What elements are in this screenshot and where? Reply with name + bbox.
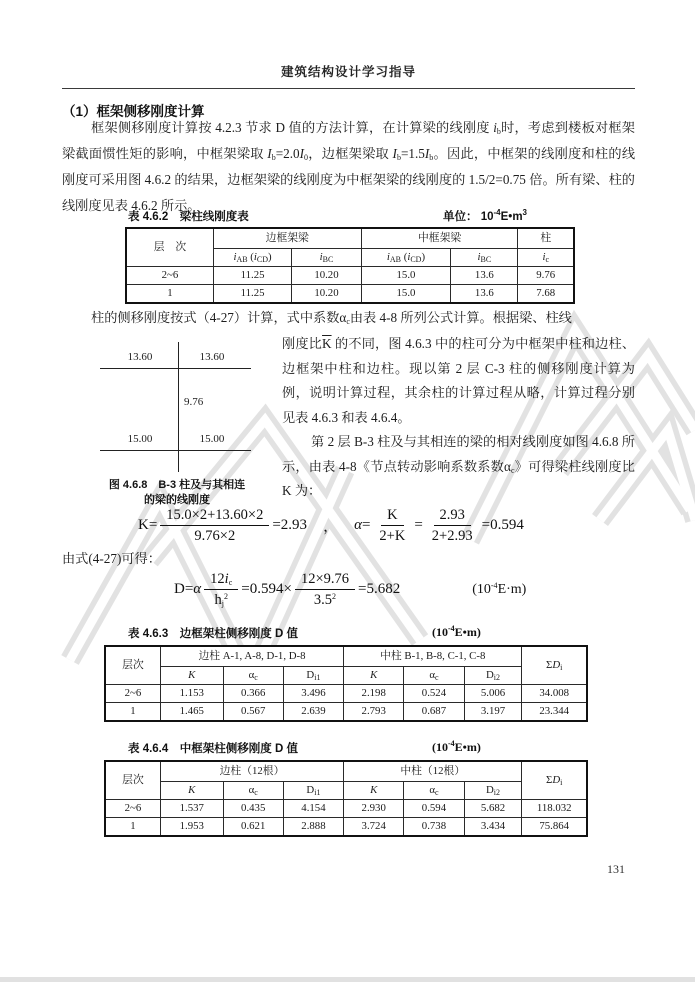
col-paragraph-1: 刚度比$\overline{K}$ 的不同，图 4.6.3 中的柱可分为中框架中柱和边柱、边框架中柱和边柱。现以第 2 层 C-3 柱的侧移刚度计算为例，说明计算过程，其余柱的计算过程从略，计算过程分别见表 4.6.3 和表 4.6.4。 — [282, 336, 636, 425]
fraction — [295, 570, 355, 609]
col-header-K: K — [160, 781, 223, 799]
page-number: 131 — [607, 862, 625, 876]
cell: 1.153 — [160, 684, 223, 702]
col-header-mid-cols: 中柱 B-1, B-8, C-1, C-8 — [344, 646, 522, 666]
table-row — [126, 284, 574, 303]
formula-D-unit: $(10^{-4}E\cdot m)$ — [472, 580, 527, 597]
table-462 — [125, 227, 575, 304]
cell: 11.25 — [213, 284, 291, 303]
header-rule — [62, 88, 635, 89]
numerator: 15.0×2+13.60×2 — [160, 506, 269, 526]
paragraph-1: 框架侧移刚度计算按 4.2.3 节求 D 值的方法计算，在计算梁的线刚度 $i_b$时，考虑到楼板对框架梁截面惯性矩的影响，中框架梁取 $I_b=2.0I_0$，边框架梁取 $I_b=1.5I_b$。因此，中框架的线刚度和柱的线刚度可采用图 4.6.2 的结果，边框架梁的线刚度为中框架梁的线刚度的 1.5/2=0.75 倍。所有梁、柱的线刚度见表 4.6.2 所示。 — [62, 120, 636, 213]
table-row — [126, 266, 574, 284]
col-header-level: 层次 — [105, 646, 160, 684]
column-line — [178, 342, 179, 472]
table-row — [105, 817, 587, 836]
cell: 2~6 — [105, 799, 160, 817]
col-header-ibc: $i_{BC}$ — [451, 248, 518, 266]
cell: 3.197 — [464, 702, 522, 721]
col-header-K: K — [160, 666, 223, 684]
table-463-caption: 表 4.6.3 边框架柱侧移刚度 D 值 — [128, 628, 298, 640]
stiffness-diagram — [100, 332, 252, 472]
cell: 0.687 — [404, 702, 464, 721]
cell: 1 — [105, 702, 160, 721]
col-header-Di2: $D_{i2}$ — [464, 666, 522, 684]
table-row — [105, 702, 587, 721]
table-464 — [104, 760, 588, 837]
numerator: 2.93 — [434, 506, 471, 526]
col-header-level: 层 次 — [126, 228, 213, 266]
figure-caption-line2: 的梁的线刚度 — [144, 494, 210, 506]
col-header-edge-cols: 边柱 A-1, A-8, D-1, D-8 — [160, 646, 343, 666]
right-column-text — [282, 332, 635, 504]
cell: 0.738 — [404, 817, 464, 836]
cell: 2.639 — [283, 702, 343, 721]
col-header-edge-cols: 边柱（12根） — [160, 761, 343, 781]
cell: 5.006 — [464, 684, 522, 702]
formula-alpha-result: =0.594 — [481, 517, 524, 533]
dim-column: 9.76 — [184, 396, 204, 408]
col-header-iab: $i_{AB}$ $(i_{CD})$ — [361, 248, 451, 266]
table-464-unit: $(10^{-4}E•m)$ — [432, 739, 481, 754]
col-header-Di1: $D_{i1}$ — [283, 666, 343, 684]
dim-top-left: 13.60 — [127, 351, 153, 363]
formula-D — [174, 570, 526, 609]
formula-K-lhs: K= — [138, 517, 158, 533]
cell: 1.537 — [160, 799, 223, 817]
col-header-level: 层次 — [105, 761, 160, 799]
formula-K-result: =2.93 — [272, 517, 308, 533]
table-464-caption: 表 4.6.4 中框架柱侧移刚度 D 值 — [128, 743, 298, 755]
denominator: $h_j^2$ — [214, 592, 228, 608]
cell: 34.008 — [522, 684, 587, 702]
equals: = — [414, 517, 423, 533]
numerator: 12×9.76 — [295, 570, 355, 590]
cell: 0.435 — [223, 799, 283, 817]
col-header-Di1: $D_{i1}$ — [283, 781, 343, 799]
cell: 7.68 — [518, 284, 574, 303]
dim-bottom-left: 15.00 — [127, 433, 153, 445]
cell: 3.434 — [464, 817, 522, 836]
cell: 118.032 — [522, 799, 587, 817]
col-header-mid-beam: 中框架梁 — [361, 228, 518, 248]
table-464-caption-row — [62, 740, 635, 756]
top-beam-line — [100, 368, 251, 369]
cell: 2.930 — [344, 799, 404, 817]
cell: 3.724 — [344, 817, 404, 836]
denominator: 2+K — [379, 528, 406, 544]
col-header-K: K — [344, 666, 404, 684]
col-header-iab: $i_{AB}$ $(i_{CD})$ — [213, 248, 291, 266]
col-header-ic: $i_c$ — [518, 248, 574, 266]
formula-K — [138, 506, 524, 545]
formula-alpha-lhs: α= — [354, 517, 371, 533]
col-paragraph-2: 第 2 层 B-3 柱及与其相连的梁的相对线刚度如图 4.6.8 所示，由表 4-8《节点转动影响系数系数$\alpha_c$》可得梁柱线刚度比 K 为： — [282, 434, 635, 498]
cell: 1.465 — [160, 702, 223, 721]
col-header-sum: $\Sigma D_i$ — [522, 646, 587, 684]
figure-468 — [62, 332, 282, 504]
cell: 0.567 — [223, 702, 283, 721]
col-header-alpha: $\alpha_c$ — [404, 666, 464, 684]
fraction — [373, 506, 411, 545]
cell: 0.621 — [223, 817, 283, 836]
cell: 10.20 — [292, 284, 361, 303]
fraction — [160, 506, 269, 545]
denominator: $3.5^2$ — [313, 592, 337, 608]
cell: 1.953 — [160, 817, 223, 836]
numerator: K — [381, 506, 403, 526]
table-463-caption-row — [62, 625, 635, 641]
table-462-unit: 单位： $10^{-4}E•m^3$ — [443, 208, 527, 223]
denominator: 2+2.93 — [431, 528, 473, 544]
col-header-alpha: $\alpha_c$ — [223, 781, 283, 799]
table-462-caption-row — [62, 208, 635, 224]
col-header-mid-cols: 中柱（12根） — [344, 761, 522, 781]
cell: 13.6 — [451, 266, 518, 284]
figure-caption — [82, 478, 272, 508]
table-462-caption: 表 4.6.2 梁柱线刚度表 — [128, 211, 249, 223]
denominator: 9.76×2 — [194, 528, 236, 544]
col-header-ibc: $i_{BC}$ — [292, 248, 361, 266]
col-header-sum: $\Sigma D_i$ — [522, 761, 587, 799]
formula-D-lhs: D=α — [174, 581, 202, 597]
cell: 0.366 — [223, 684, 283, 702]
cell: 75.864 — [522, 817, 587, 836]
derive-lead: 由式(4-27)可得： — [62, 551, 161, 566]
table-row — [105, 799, 587, 817]
bottom-beam-line — [100, 450, 251, 451]
table-463 — [104, 645, 588, 722]
col-header-alpha: $\alpha_c$ — [223, 666, 283, 684]
cell: 4.154 — [283, 799, 343, 817]
cell: 2.888 — [283, 817, 343, 836]
paragraph-2: 柱的侧移刚度按式（4-27）计算，式中系数$\alpha_c$由表 4-8 所列公式计算。根据梁、柱线 — [91, 310, 572, 326]
cell: 23.344 — [522, 702, 587, 721]
cell: 3.496 — [283, 684, 343, 702]
cell: 0.594 — [404, 799, 464, 817]
cell: 5.682 — [464, 799, 522, 817]
numerator: $12i_c$ — [204, 570, 238, 590]
dim-top-right: 13.60 — [199, 351, 225, 363]
cell: 1 — [105, 817, 160, 836]
cell: 1 — [126, 284, 213, 303]
table-463-unit: $(10^{-4}E•m)$ — [432, 624, 481, 639]
page — [62, 58, 635, 958]
cell: 15.0 — [361, 284, 451, 303]
scan-edge — [0, 977, 695, 982]
cell: 2~6 — [126, 266, 213, 284]
running-header: 建筑结构设计学习指导 — [280, 65, 416, 79]
fraction — [204, 570, 238, 609]
col-header-column: 柱 — [518, 228, 574, 248]
col-header-alpha: $\alpha_c$ — [404, 781, 464, 799]
cell: 2~6 — [105, 684, 160, 702]
cell: 11.25 — [213, 266, 291, 284]
separator: ， — [323, 519, 339, 535]
cell: 9.76 — [518, 266, 574, 284]
cell: 0.524 — [404, 684, 464, 702]
table-row — [105, 684, 587, 702]
cell: 10.20 — [292, 266, 361, 284]
formula-D-result: =5.682 — [358, 581, 401, 597]
figure-text-block — [62, 332, 635, 504]
col-header-Di2: $D_{i2}$ — [464, 781, 522, 799]
figure-caption-line1: 图 4.6.8 B-3 柱及与其相连 — [108, 479, 246, 491]
formula-D-mid: =0.594× — [241, 581, 292, 597]
section-title: （1）框架侧移刚度计算 — [62, 104, 205, 119]
col-header-K: K — [344, 781, 404, 799]
col-header-edge-beam: 边框架梁 — [213, 228, 361, 248]
fraction — [426, 506, 479, 545]
cell: 15.0 — [361, 266, 451, 284]
dim-bottom-right: 15.00 — [199, 433, 225, 445]
cell: 2.793 — [344, 702, 404, 721]
cell: 13.6 — [451, 284, 518, 303]
cell: 2.198 — [344, 684, 404, 702]
